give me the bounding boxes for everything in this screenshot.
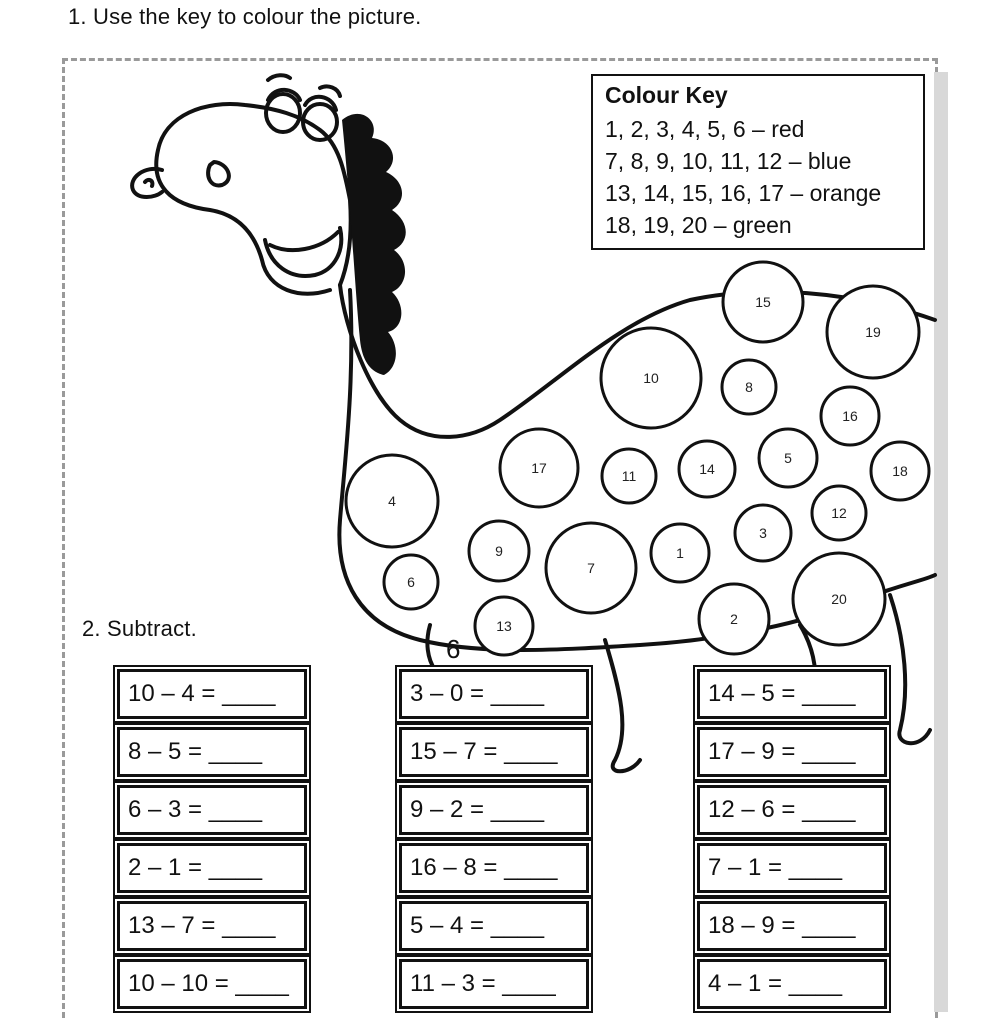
- subtraction-box[interactable]: 18 – 9 = ____: [697, 901, 887, 951]
- subtraction-box[interactable]: 17 – 9 = ____: [697, 727, 887, 777]
- number-circle-17[interactable]: [500, 429, 578, 507]
- subtraction-box[interactable]: 4 – 1 = ____: [697, 959, 887, 1009]
- circle-number-label: 10: [643, 370, 659, 386]
- circle-number-label: 13: [496, 618, 512, 634]
- subtraction-box[interactable]: 7 – 1 = ____: [697, 843, 887, 893]
- subtraction-box[interactable]: 12 – 6 = ____: [697, 785, 887, 835]
- subtraction-box[interactable]: 10 – 4 = ____: [117, 669, 307, 719]
- number-circle-20[interactable]: [793, 553, 885, 645]
- colour-key-blue: 7, 8, 9, 10, 11, 12 – blue: [605, 148, 852, 174]
- number-circle-16[interactable]: [821, 387, 879, 445]
- number-circle-2[interactable]: [699, 584, 769, 654]
- circle-number-label: 18: [892, 463, 908, 479]
- subtraction-box[interactable]: 14 – 5 = ____: [697, 669, 887, 719]
- number-circle-4[interactable]: [346, 455, 438, 547]
- colour-key-orange: 13, 14, 15, 16, 17 – orange: [605, 180, 882, 206]
- number-circle-18[interactable]: [871, 442, 929, 500]
- subtraction-box[interactable]: 6 – 3 = ____: [117, 785, 307, 835]
- colour-key: [591, 74, 925, 250]
- circle-number-label: 17: [531, 460, 547, 476]
- number-circle-7[interactable]: [546, 523, 636, 613]
- colour-key-red: 1, 2, 3, 4, 5, 6 – red: [605, 116, 805, 142]
- instruction-colour: 1. Use the key to colour the picture.: [68, 4, 422, 29]
- number-circle-1[interactable]: [651, 524, 709, 582]
- circle-number-label: 5: [784, 450, 792, 466]
- subtraction-box[interactable]: 2 – 1 = ____: [117, 843, 307, 893]
- subtraction-box[interactable]: 9 – 2 = ____: [399, 785, 589, 835]
- circle-number-label: 8: [745, 379, 753, 395]
- circle-number-label: 9: [495, 543, 503, 559]
- paw-mark: [446, 634, 460, 664]
- number-circle-11[interactable]: [602, 449, 656, 503]
- subtraction-box[interactable]: 8 – 5 = ____: [117, 727, 307, 777]
- number-circle-15[interactable]: [723, 262, 803, 342]
- colour-key-title: Colour Key: [605, 82, 728, 108]
- number-circle-8[interactable]: [722, 360, 776, 414]
- subtraction-box[interactable]: 5 – 4 = ____: [399, 901, 589, 951]
- subtraction-box[interactable]: 10 – 10 = ____: [117, 959, 307, 1009]
- circle-number-label: 15: [755, 294, 771, 310]
- circle-number-label: 6: [407, 574, 415, 590]
- circle-number-label: 12: [831, 505, 847, 521]
- instruction-subtract: 2. Subtract.: [82, 616, 197, 641]
- svg-text:6: 6: [446, 634, 461, 664]
- circle-number-label: 11: [621, 468, 637, 484]
- circle-number-label: 20: [831, 591, 847, 607]
- number-circle-13[interactable]: [475, 597, 533, 655]
- circle-number-label: 4: [388, 493, 396, 509]
- circle-number-label: 1: [676, 545, 684, 561]
- circle-number-label: 2: [730, 611, 738, 627]
- number-circle-14[interactable]: [679, 441, 735, 497]
- subtraction-box[interactable]: 3 – 0 = ____: [399, 669, 589, 719]
- circle-number-label: 3: [759, 525, 767, 541]
- colour-key-green: 18, 19, 20 – green: [605, 212, 792, 238]
- circle-number-label: 7: [587, 560, 595, 576]
- subtraction-box[interactable]: 11 – 3 = ____: [399, 959, 589, 1009]
- number-circle-3[interactable]: [735, 505, 791, 561]
- circle-number-label: 16: [842, 408, 858, 424]
- number-circle-12[interactable]: [812, 486, 866, 540]
- subtraction-box[interactable]: 15 – 7 = ____: [399, 727, 589, 777]
- subtraction-box[interactable]: 16 – 8 = ____: [399, 843, 589, 893]
- number-circle-10[interactable]: [601, 328, 701, 428]
- number-circle-19[interactable]: [827, 286, 919, 378]
- number-circle-5[interactable]: [759, 429, 817, 487]
- number-circle-9[interactable]: [469, 521, 529, 581]
- circle-number-label: 19: [865, 324, 881, 340]
- circle-number-label: 14: [699, 461, 715, 477]
- number-circle-6[interactable]: [384, 555, 438, 609]
- subtraction-box[interactable]: 13 – 7 = ____: [117, 901, 307, 951]
